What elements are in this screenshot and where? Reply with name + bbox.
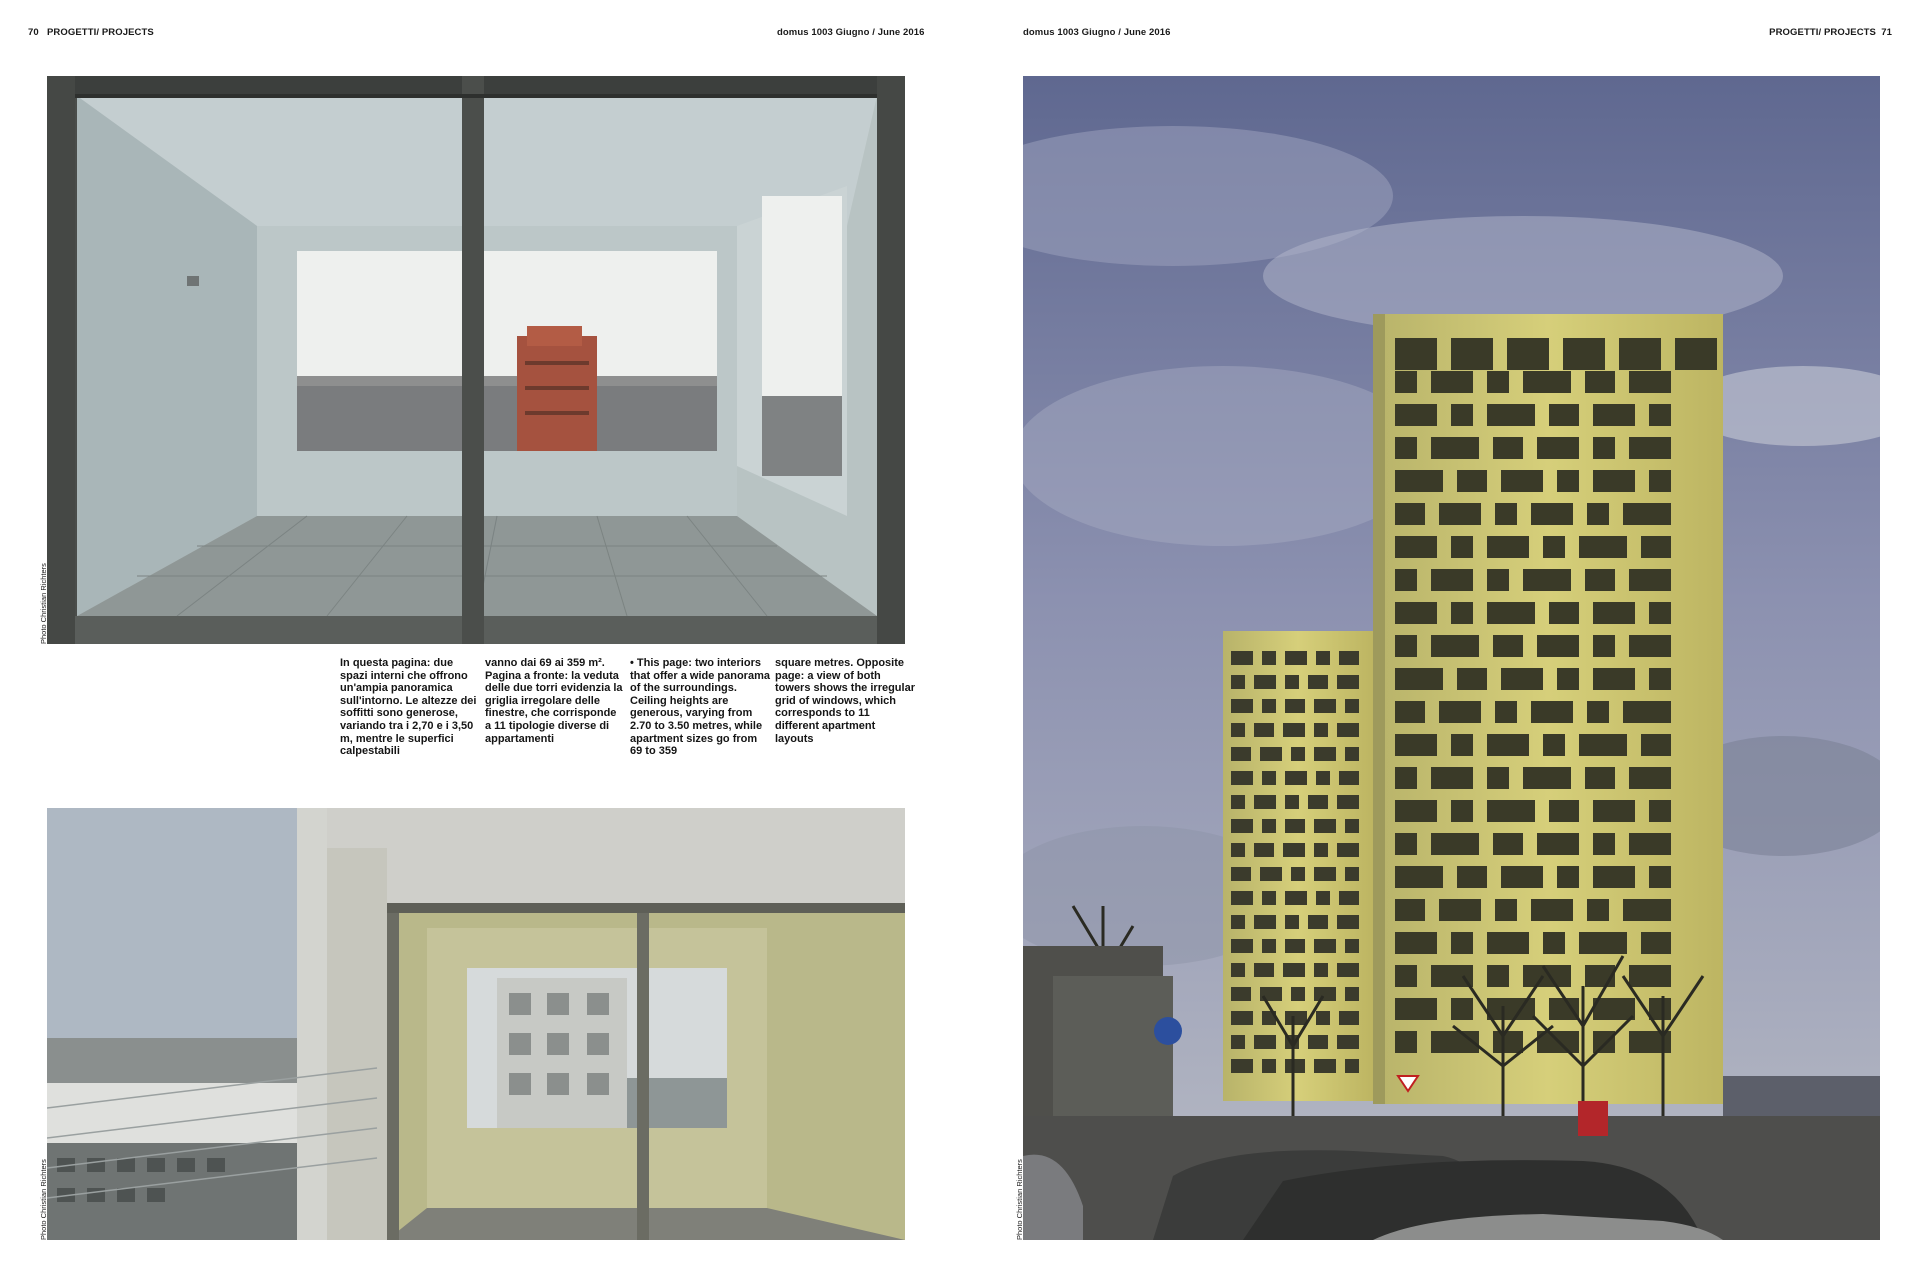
tower-window <box>1254 915 1276 929</box>
tower-window <box>1619 338 1661 370</box>
tower-window <box>1337 795 1359 809</box>
tower-window <box>1395 833 1417 855</box>
towers-exterior-photo <box>1023 76 1880 1240</box>
tower-window <box>1231 987 1251 1001</box>
tower-window <box>1439 503 1481 525</box>
tower-window <box>1579 932 1627 954</box>
tower-window <box>1395 1031 1417 1053</box>
tower-window <box>1493 833 1523 855</box>
tower-window <box>1254 675 1276 689</box>
tower-window <box>1501 866 1543 888</box>
tower-window <box>1593 668 1635 690</box>
tower-window <box>1291 867 1305 881</box>
tower-window <box>1549 998 1579 1020</box>
tower-window <box>1395 569 1417 591</box>
tower-window <box>1563 338 1605 370</box>
tower-window <box>1395 899 1425 921</box>
tower-window <box>1623 899 1671 921</box>
tower-window <box>1254 843 1274 857</box>
tower-window <box>1231 1059 1253 1073</box>
tower-window <box>1337 675 1359 689</box>
tower-window <box>1487 371 1509 393</box>
tower-window <box>1593 800 1635 822</box>
tower-window <box>1557 470 1579 492</box>
tower-window <box>1593 866 1635 888</box>
tower-window <box>1285 819 1305 833</box>
tower-window <box>1231 819 1253 833</box>
tower-window <box>1254 963 1274 977</box>
tower-window <box>1523 965 1571 987</box>
tower-window <box>1579 734 1627 756</box>
tower-window <box>1291 747 1305 761</box>
tower-window <box>1629 767 1671 789</box>
tower-window <box>1431 569 1473 591</box>
tower-window <box>1493 437 1523 459</box>
tower-window <box>1345 939 1359 953</box>
tower-window <box>1585 371 1615 393</box>
tower-window <box>1314 1059 1336 1073</box>
tower-window <box>1431 437 1479 459</box>
tower-window <box>1395 998 1437 1020</box>
tower-window <box>1495 899 1517 921</box>
tower-window <box>1395 602 1437 624</box>
tower-window <box>1649 998 1671 1020</box>
tower-window <box>1395 767 1417 789</box>
tower-window <box>1641 536 1671 558</box>
tower-window <box>1337 963 1359 977</box>
tower-window <box>1231 1035 1245 1049</box>
tower-window <box>1501 470 1543 492</box>
tower-window <box>1439 899 1481 921</box>
tower-window <box>1291 987 1305 1001</box>
tower-window <box>1623 701 1671 723</box>
tower-window <box>1231 723 1245 737</box>
tower-window <box>1641 932 1671 954</box>
tower-window <box>1487 932 1529 954</box>
tower-window <box>1285 771 1307 785</box>
tower-window <box>1314 699 1336 713</box>
tower-window <box>1543 536 1565 558</box>
right-page-number: 71 <box>1881 27 1892 38</box>
tower-window <box>1431 371 1473 393</box>
tower-window <box>1579 536 1627 558</box>
tower-window <box>1395 404 1437 426</box>
tower-window <box>1629 569 1671 591</box>
bottom-photo-credit: Photo Christian Richters <box>39 1159 48 1240</box>
tower-window <box>1285 1059 1305 1073</box>
tower-window <box>1487 800 1535 822</box>
tower-window <box>1593 404 1635 426</box>
tower-window <box>1345 867 1359 881</box>
tower-window <box>1231 963 1245 977</box>
tower-window <box>1337 1035 1359 1049</box>
tower-window <box>1314 747 1336 761</box>
tower-window <box>1308 675 1328 689</box>
tower-window <box>1308 795 1328 809</box>
tower-window <box>1395 536 1437 558</box>
tower-window <box>1231 915 1245 929</box>
tower-window <box>1487 602 1535 624</box>
tower-window <box>1557 668 1579 690</box>
tower-window <box>1231 1011 1253 1025</box>
tower-window <box>1487 569 1509 591</box>
tower-window <box>1314 843 1328 857</box>
tower-window <box>1457 470 1487 492</box>
tower-window <box>1431 833 1479 855</box>
top-interior-photo <box>47 76 905 644</box>
tower-window <box>1231 939 1253 953</box>
tower-window <box>1254 723 1274 737</box>
tower-window <box>1339 1011 1359 1025</box>
tower-window <box>1629 635 1671 657</box>
tower-window <box>1314 867 1336 881</box>
tower-window <box>1316 771 1330 785</box>
tower-window <box>1593 1031 1615 1053</box>
tower-window <box>1285 915 1299 929</box>
tower-window <box>1537 833 1579 855</box>
tower-window <box>1451 338 1493 370</box>
tower-window <box>1495 701 1517 723</box>
tower-window <box>1629 371 1671 393</box>
tower-window <box>1649 470 1671 492</box>
tower-window <box>1487 965 1509 987</box>
tower-window <box>1231 651 1253 665</box>
tower-window <box>1345 1059 1359 1073</box>
tower-window <box>1649 800 1671 822</box>
tower-window <box>1316 1011 1330 1025</box>
caption-italian-column-1: In questa pagina: due spazi interni che offrono un'ampia panoramica sull'intorno. Le altezze dei soffitti sono generose, variando tra i 2,70 e i 3,50 m, mentre le superfici calpestabili <box>340 657 477 758</box>
tower-window <box>1283 723 1305 737</box>
tower-window <box>1395 701 1425 723</box>
tower-window <box>1316 651 1330 665</box>
tower-window <box>1231 771 1253 785</box>
tower-window <box>1395 371 1417 393</box>
tower-window <box>1314 819 1336 833</box>
tower-window <box>1314 723 1328 737</box>
tower-window <box>1395 668 1443 690</box>
tower-window <box>1587 701 1609 723</box>
tower-window <box>1345 987 1359 1001</box>
tower-window <box>1493 1031 1523 1053</box>
right-photo-credit: Photo Christian Richters <box>1015 1159 1024 1240</box>
tower-window <box>1395 503 1425 525</box>
tower-window <box>1537 437 1579 459</box>
tower-window <box>1537 635 1579 657</box>
tower-window <box>1337 915 1359 929</box>
tower-window <box>1431 767 1473 789</box>
caption-english-column-2: square metres. Opposite page: a view of both towers shows the irregular grid of windows, which corresponds to 11 different apartment layouts <box>775 657 915 745</box>
tower-window <box>1593 602 1635 624</box>
tower-window <box>1649 602 1671 624</box>
tower-window <box>1231 795 1245 809</box>
tower-window <box>1395 338 1437 370</box>
tower-window <box>1395 866 1443 888</box>
tower-window <box>1283 843 1305 857</box>
tower-window <box>1314 987 1336 1001</box>
caption-italian-column-2: vanno dai 69 ai 359 m². Pagina a fronte: la veduta delle due torri evidenzia la griglia irregolare delle finestre, che corrisponde a 11 tipologie diverse di appartamenti <box>485 657 623 745</box>
tower-window <box>1531 503 1573 525</box>
tower-window <box>1285 939 1305 953</box>
tower-window <box>1231 699 1253 713</box>
tower-window <box>1262 939 1276 953</box>
left-issue-label: domus 1003 Giugno / June 2016 <box>777 27 925 38</box>
tower-window <box>1531 899 1573 921</box>
right-issue-label: domus 1003 Giugno / June 2016 <box>1023 27 1171 38</box>
tower-window <box>1395 932 1437 954</box>
bottom-interior-photo <box>47 808 905 1240</box>
tower-window <box>1507 338 1549 370</box>
tower-window <box>1285 651 1307 665</box>
tower-window <box>1345 699 1359 713</box>
tower-window <box>1587 899 1609 921</box>
tower-window <box>1629 437 1671 459</box>
tower-window <box>1629 965 1671 987</box>
tower-window <box>1451 536 1473 558</box>
tower-window <box>1262 651 1276 665</box>
tower-window <box>1549 800 1579 822</box>
tower-window <box>1395 734 1437 756</box>
tower-window <box>1487 536 1529 558</box>
tower-window <box>1649 404 1671 426</box>
tower-window <box>1451 404 1473 426</box>
tower-window <box>1523 767 1571 789</box>
tower-window <box>1262 771 1276 785</box>
tower-window <box>1231 867 1251 881</box>
tower-window <box>1629 833 1671 855</box>
left-page-number: 70 <box>28 27 39 38</box>
tower-window <box>1543 734 1565 756</box>
tower-window <box>1395 437 1417 459</box>
tower-window <box>1345 747 1359 761</box>
tower-window <box>1260 867 1282 881</box>
top-photo-credit: Photo Christian Richters <box>39 563 48 644</box>
tower-window <box>1523 569 1571 591</box>
tower-window <box>1501 668 1543 690</box>
tower-window <box>1649 668 1671 690</box>
tower-window <box>1285 891 1307 905</box>
tower-window <box>1262 819 1276 833</box>
tower-window <box>1593 437 1615 459</box>
tower-window <box>1439 701 1481 723</box>
tower-window <box>1431 635 1479 657</box>
tower-window <box>1337 723 1359 737</box>
tower-window <box>1285 795 1299 809</box>
tower-window <box>1395 965 1417 987</box>
tower-window <box>1487 734 1529 756</box>
tower-window <box>1623 503 1671 525</box>
tower-window <box>1339 651 1359 665</box>
tower-window <box>1339 771 1359 785</box>
tower-window <box>1451 998 1473 1020</box>
tower-window <box>1345 819 1359 833</box>
tower-window <box>1593 635 1615 657</box>
left-section-label: PROGETTI/ PROJECTS <box>47 27 154 38</box>
tower-window <box>1308 1035 1328 1049</box>
caption-english-column-1: • This page: two interiors that offer a wide panorama of the surroundings. Ceiling heights are generous, varying from 2.70 to 3.50 metres, while apartment sizes go from 69 to 359 <box>630 657 770 758</box>
tower-window <box>1543 932 1565 954</box>
tower-window <box>1285 699 1305 713</box>
tower-window <box>1495 503 1517 525</box>
tower-window <box>1395 800 1437 822</box>
tower-window <box>1593 998 1635 1020</box>
tower-window <box>1457 866 1487 888</box>
tower-window <box>1231 675 1245 689</box>
tower-window <box>1314 963 1328 977</box>
tower-window <box>1549 602 1579 624</box>
tower-window <box>1451 602 1473 624</box>
tower-window <box>1487 404 1535 426</box>
tower-window <box>1531 701 1573 723</box>
tower-window <box>1339 891 1359 905</box>
tower-window <box>1395 635 1417 657</box>
tower-window <box>1314 939 1336 953</box>
tower-window <box>1262 1059 1276 1073</box>
tower-window <box>1337 843 1359 857</box>
tower-window <box>1585 767 1615 789</box>
tower-window <box>1308 915 1328 929</box>
tower-window <box>1231 843 1245 857</box>
tower-window <box>1451 932 1473 954</box>
tower-window <box>1254 1035 1276 1049</box>
tower-window <box>1285 1011 1307 1025</box>
tower-window <box>1285 675 1299 689</box>
tower-window <box>1283 963 1305 977</box>
tower-window <box>1675 338 1717 370</box>
tower-window <box>1487 767 1509 789</box>
tower-window <box>1262 699 1276 713</box>
tower-window <box>1316 891 1330 905</box>
tower-window <box>1523 371 1571 393</box>
tower-window <box>1231 891 1253 905</box>
tower-window <box>1641 734 1671 756</box>
tower-window <box>1262 891 1276 905</box>
tower-window <box>1395 470 1443 492</box>
tower-window <box>1585 569 1615 591</box>
tower-window <box>1593 833 1615 855</box>
tower-window <box>1457 668 1487 690</box>
tower-window <box>1231 747 1251 761</box>
tower-window <box>1587 503 1609 525</box>
tower-window <box>1451 800 1473 822</box>
tower-window <box>1451 734 1473 756</box>
tower-window <box>1549 404 1579 426</box>
tower-window <box>1493 635 1523 657</box>
tower-window <box>1254 795 1276 809</box>
tower-window <box>1557 866 1579 888</box>
tower-window <box>1593 470 1635 492</box>
tower-window <box>1260 747 1282 761</box>
tower-window <box>1649 866 1671 888</box>
right-section-label: PROGETTI/ PROJECTS <box>1769 27 1876 38</box>
